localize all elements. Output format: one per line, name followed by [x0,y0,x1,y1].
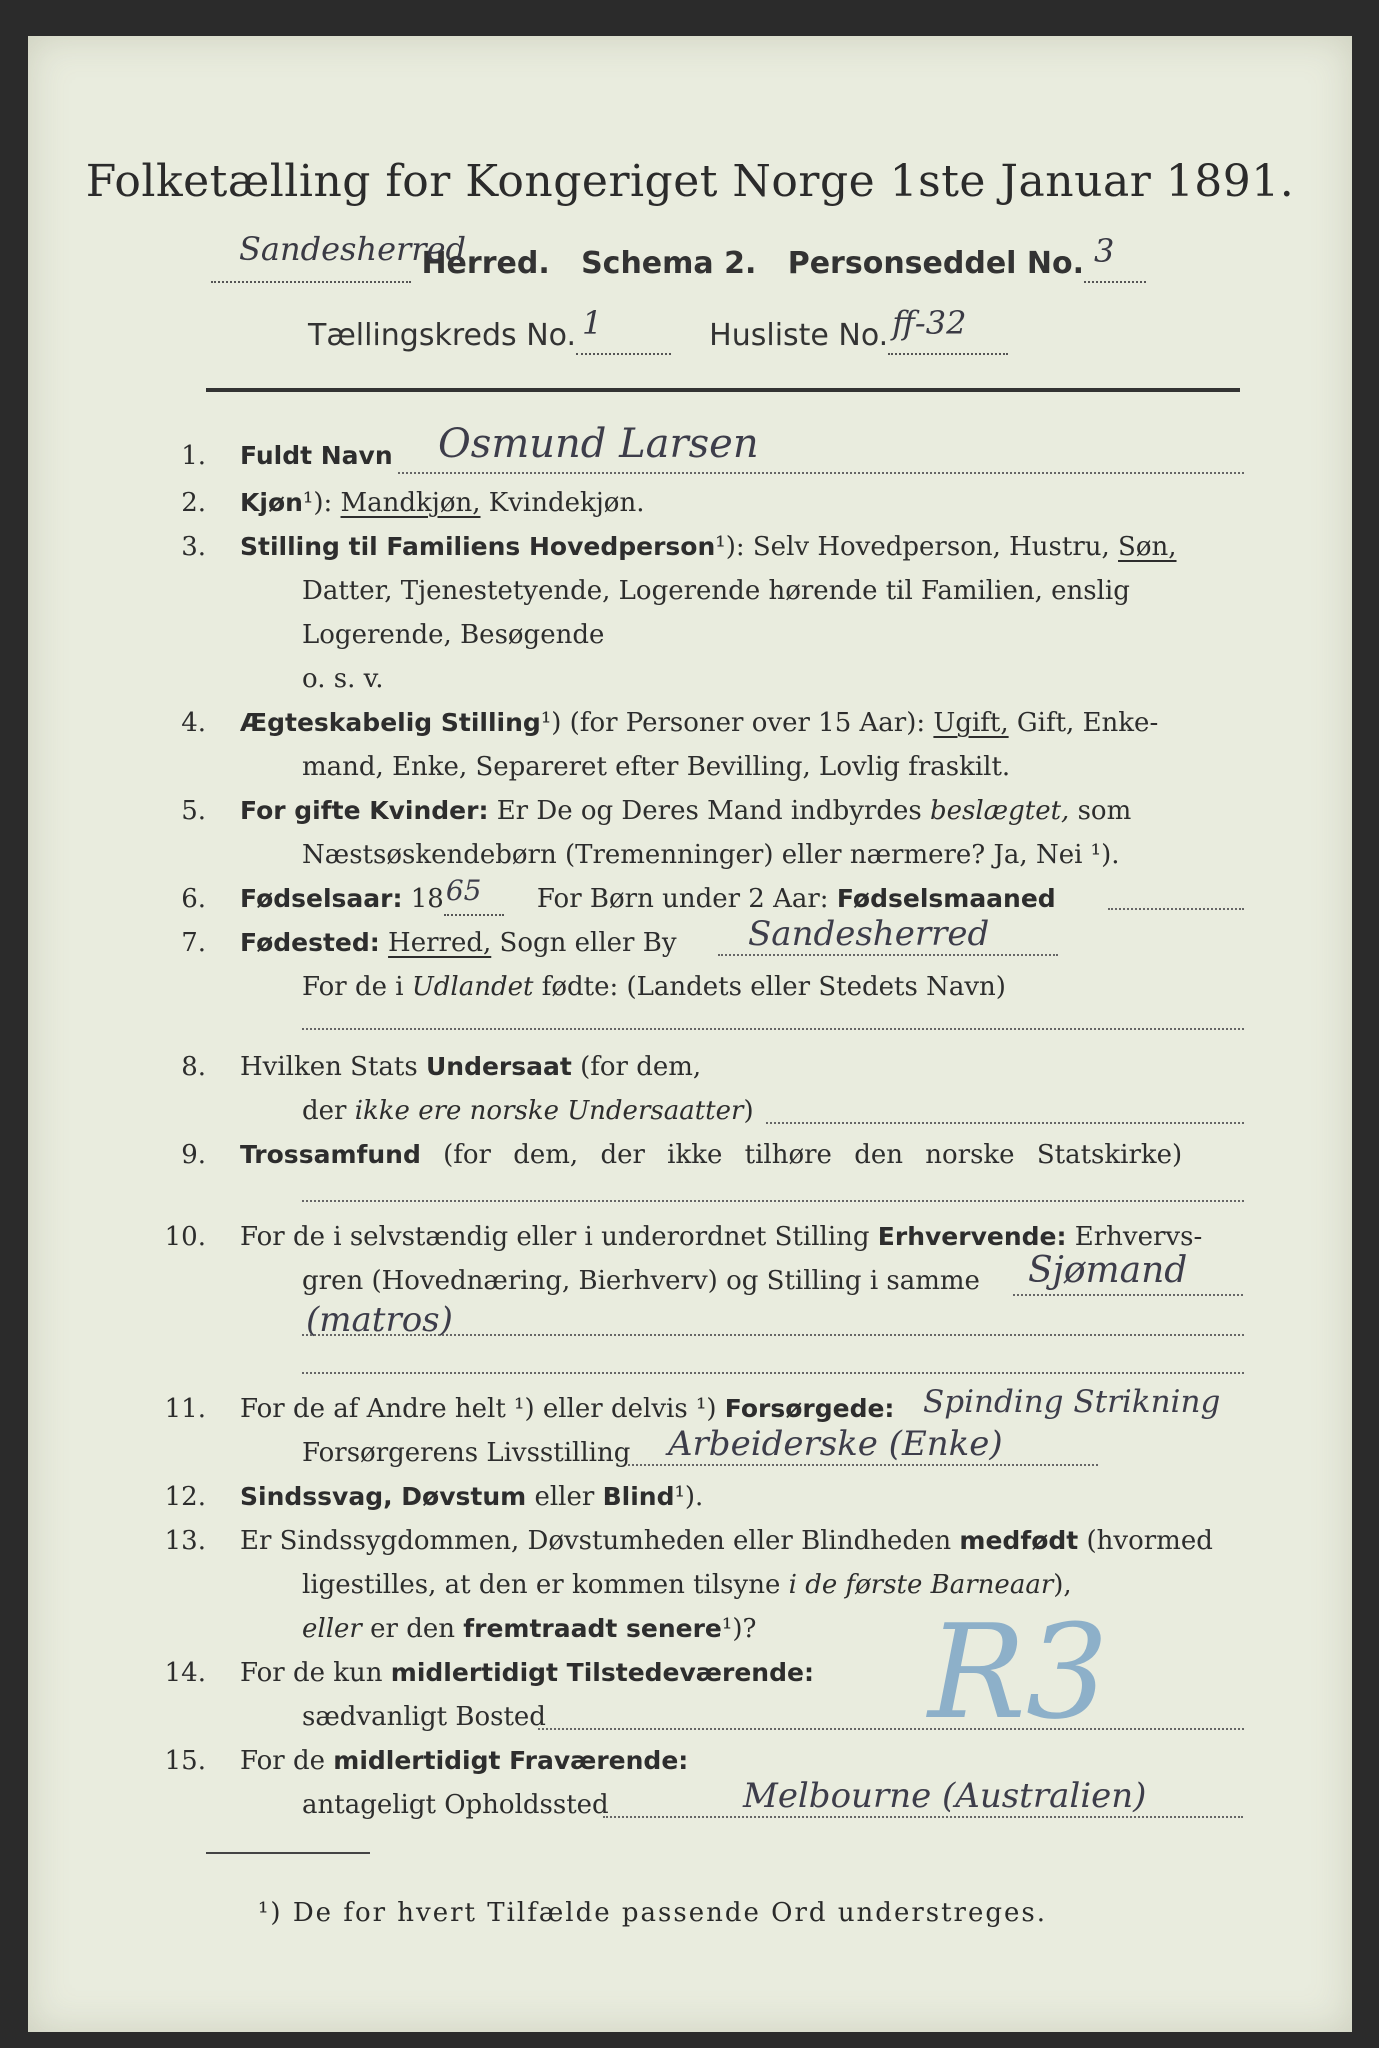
q4-sup: ¹) [540,708,562,738]
q3-sup: ¹): [715,532,745,562]
q7-line2a: For de i [302,972,404,1002]
q3-line4: o. s. v. [302,664,384,694]
q1-answer: Osmund Larsen [438,421,759,467]
q9-number: 9. [181,1140,206,1170]
header-rule [206,388,1240,392]
q11-line [628,1464,1098,1466]
q13-line3b: er den [370,1614,455,1644]
q10-number: 10. [164,1222,206,1252]
q11-line1a: For de af Andre helt ¹) eller delvis ¹) [240,1394,717,1424]
q8-line2c: ) [743,1096,754,1126]
q13-number: 13. [164,1526,206,1556]
q11-line2-row [302,1438,630,1468]
q10-line1a: For de i selvstændig eller i underordnet Stilling [240,1222,870,1252]
q12-label2: Blind [602,1482,675,1511]
q1-label: Fuldt Navn [240,441,393,470]
q6-number: 6. [181,884,206,914]
q7-line [718,954,1058,956]
q10-line1 [1013,1294,1243,1296]
q10-label: Erhvervende: [877,1222,1067,1251]
q5-beslaegtet: beslægtet, [929,796,1070,826]
q11-answer2: Arbeiderske (Enke) [668,1424,1003,1464]
q14-line2-row [302,1702,546,1732]
q5-line2: Næstsøskendebørn (Tremenninger) eller nærmere? Ja, Nei ¹). [302,840,1120,870]
q15-number: 15. [164,1746,206,1776]
q11-line2: Forsørgerens Livsstilling [302,1438,631,1468]
form-title: Folketælling for Kongeriget Norge 1ste Januar 1891. [85,156,1295,207]
q6-year-value: 65 [445,874,482,907]
q7-number: 7. [181,928,206,958]
q7-label: Fødested: [240,928,380,957]
q7-line2 [302,972,1006,1002]
q4-line2: mand, Enke, Separeret efter Bevilling, Lovlig fraskilt. [302,752,1011,782]
q8-line1a: Hvilken Stats [240,1052,418,1082]
personseddel-value: 3 [1094,232,1115,270]
q15-line1a: For de [240,1746,325,1776]
q3-number: 3. [181,532,206,562]
q3-line2: Datter, Tjenestetyende, Logerende hørende til Familien, enslig [302,576,1130,606]
q9-label: Trossamfund [240,1140,421,1169]
q8-label: Undersaat [425,1052,572,1081]
q12-label: Sindssvag, Døvstum [240,1482,527,1511]
q5-line1b: som [1077,796,1132,826]
q8-line2b: ikke ere norske Undersaatter [354,1096,744,1126]
q2-option-female: Kvindekjøn. [488,488,645,518]
q8-line2a: der [302,1096,347,1126]
q7-line2b: fødte: (Landets eller Stedets Navn) [541,972,1006,1002]
husliste-value: ff-32 [892,304,967,342]
q13-line1b: (hvormed [1086,1526,1213,1556]
q8-line2 [302,1096,754,1126]
q15-answer: Melbourne (Australien) [743,1776,1147,1816]
q2-label: Kjøn [240,488,303,517]
kreds-label: Tællingskreds No. [308,318,576,353]
q13-medfodt: medfødt [959,1526,1079,1555]
q7-line1: Sogn eller By [499,928,677,958]
footnote: ¹) De for hvert Tilfælde passende Ord understreges. [258,1898,1048,1928]
q4-label: Ægteskabelig Stilling [240,708,541,737]
q13-fremtraadt: fremtraadt senere [463,1614,722,1643]
q1-number: 1. [181,441,206,471]
schema-label: Schema 2. [581,246,757,281]
q10-line2: gren (Hovednæring, Bierhverv) og Stilling i samme [302,1266,980,1296]
kreds-value: 1 [582,304,603,342]
q14-line2: sædvanligt Bosted [302,1702,546,1732]
q10-line2-dots [302,1334,1244,1336]
q14-line1a: For de kun [240,1658,383,1688]
q15-label: midlertidigt Fraværende: [333,1746,689,1775]
q12-line1a: eller [534,1482,595,1512]
q7-answer: Sandesherred [748,914,990,954]
q7-udlandet: Udlandet [411,972,534,1002]
q6-label2: Fødselsmaaned [836,884,1056,913]
q15-line2: antageligt Opholdssted [302,1790,609,1820]
q13-line2c: ), [1053,1570,1072,1600]
personseddel-label: Personseddel No. [787,246,1085,281]
q8-number: 8. [181,1052,206,1082]
q4-ugift: Ugift, [933,708,1009,738]
q9-line1: (for dem, der ikke tilhøre den norske Statskirke) [443,1140,1183,1170]
q12-line1b: ¹). [674,1482,704,1512]
q6-label: Fødselsaar: [240,884,403,913]
q11-answer1: Spinding Strikning [923,1384,1221,1420]
q10-line2-row [302,1266,980,1296]
q4-number: 4. [181,708,206,738]
q14-line [538,1728,1244,1730]
header-line-kreds [308,304,1008,355]
q3-line3: Logerende, Besøgende [302,620,605,650]
q11-label: Forsørgede: [724,1394,895,1423]
q6-line1: For Børn under 2 Aar: [536,884,829,914]
herred-label: Herred. [421,246,550,281]
q1-line [398,472,1244,474]
q4-line1a: (for Personer over 15 Aar): [569,708,926,738]
q10-line1b: Erhvervs- [1074,1222,1203,1252]
q6-year-prefix: 18 [410,884,444,914]
q2-option-male: Mandkjøn, [340,488,481,518]
q5-label: For gifte Kvinder: [240,796,489,825]
q8-line [766,1122,1244,1124]
q7-line3 [302,1028,1244,1030]
q2-number: 2. [181,488,206,518]
q14-number: 14. [164,1658,206,1688]
q3-line1: Selv Hovedperson, Hustru, [752,532,1110,562]
q3-son: Søn, [1118,532,1177,562]
q13-line2a: ligestilles, at den er kommen tilsyne [302,1570,781,1600]
q12-number: 12. [164,1482,206,1512]
q4-line1b: Gift, Enke- [1016,708,1159,738]
q13-line2b: i de første Barneaar [788,1570,1054,1600]
footnote-rule [206,1852,370,1854]
q7-herred: Herred, [388,928,492,958]
herred-value: Sandesherred [239,230,467,268]
q3-label: Stilling til Familiens Hovedperson [240,532,716,561]
census-form [28,36,1352,2032]
archive-stamp: R3 [928,1596,1109,1748]
q13-line3c: ¹)? [721,1614,757,1644]
q13-line3 [302,1614,756,1644]
q13-line1a: Er Sindssygdommen, Døvstumheden eller Blindheden [240,1526,952,1556]
q9-line [302,1200,1244,1202]
q11-number: 11. [164,1394,206,1424]
q10-line3 [302,1372,1244,1374]
header-line-herred [211,230,1146,283]
q10-answer1: Sjømand [1028,1250,1188,1291]
q2-sup: ¹): [302,488,333,518]
q15-line [603,1816,1243,1818]
q5-line1a: Er De og Deres Mand indbyrdes [496,796,922,826]
q13-line3a: eller [302,1614,362,1644]
q8-line1b: (for dem, [580,1052,702,1082]
q5-number: 5. [181,796,206,826]
q14-label: midlertidigt Tilstedeværende: [390,1658,814,1687]
q6-line [1108,908,1244,910]
husliste-label: Husliste No. [709,318,889,353]
q15-line2-row [302,1790,609,1820]
q10-answer2: (matros) [306,1300,453,1340]
